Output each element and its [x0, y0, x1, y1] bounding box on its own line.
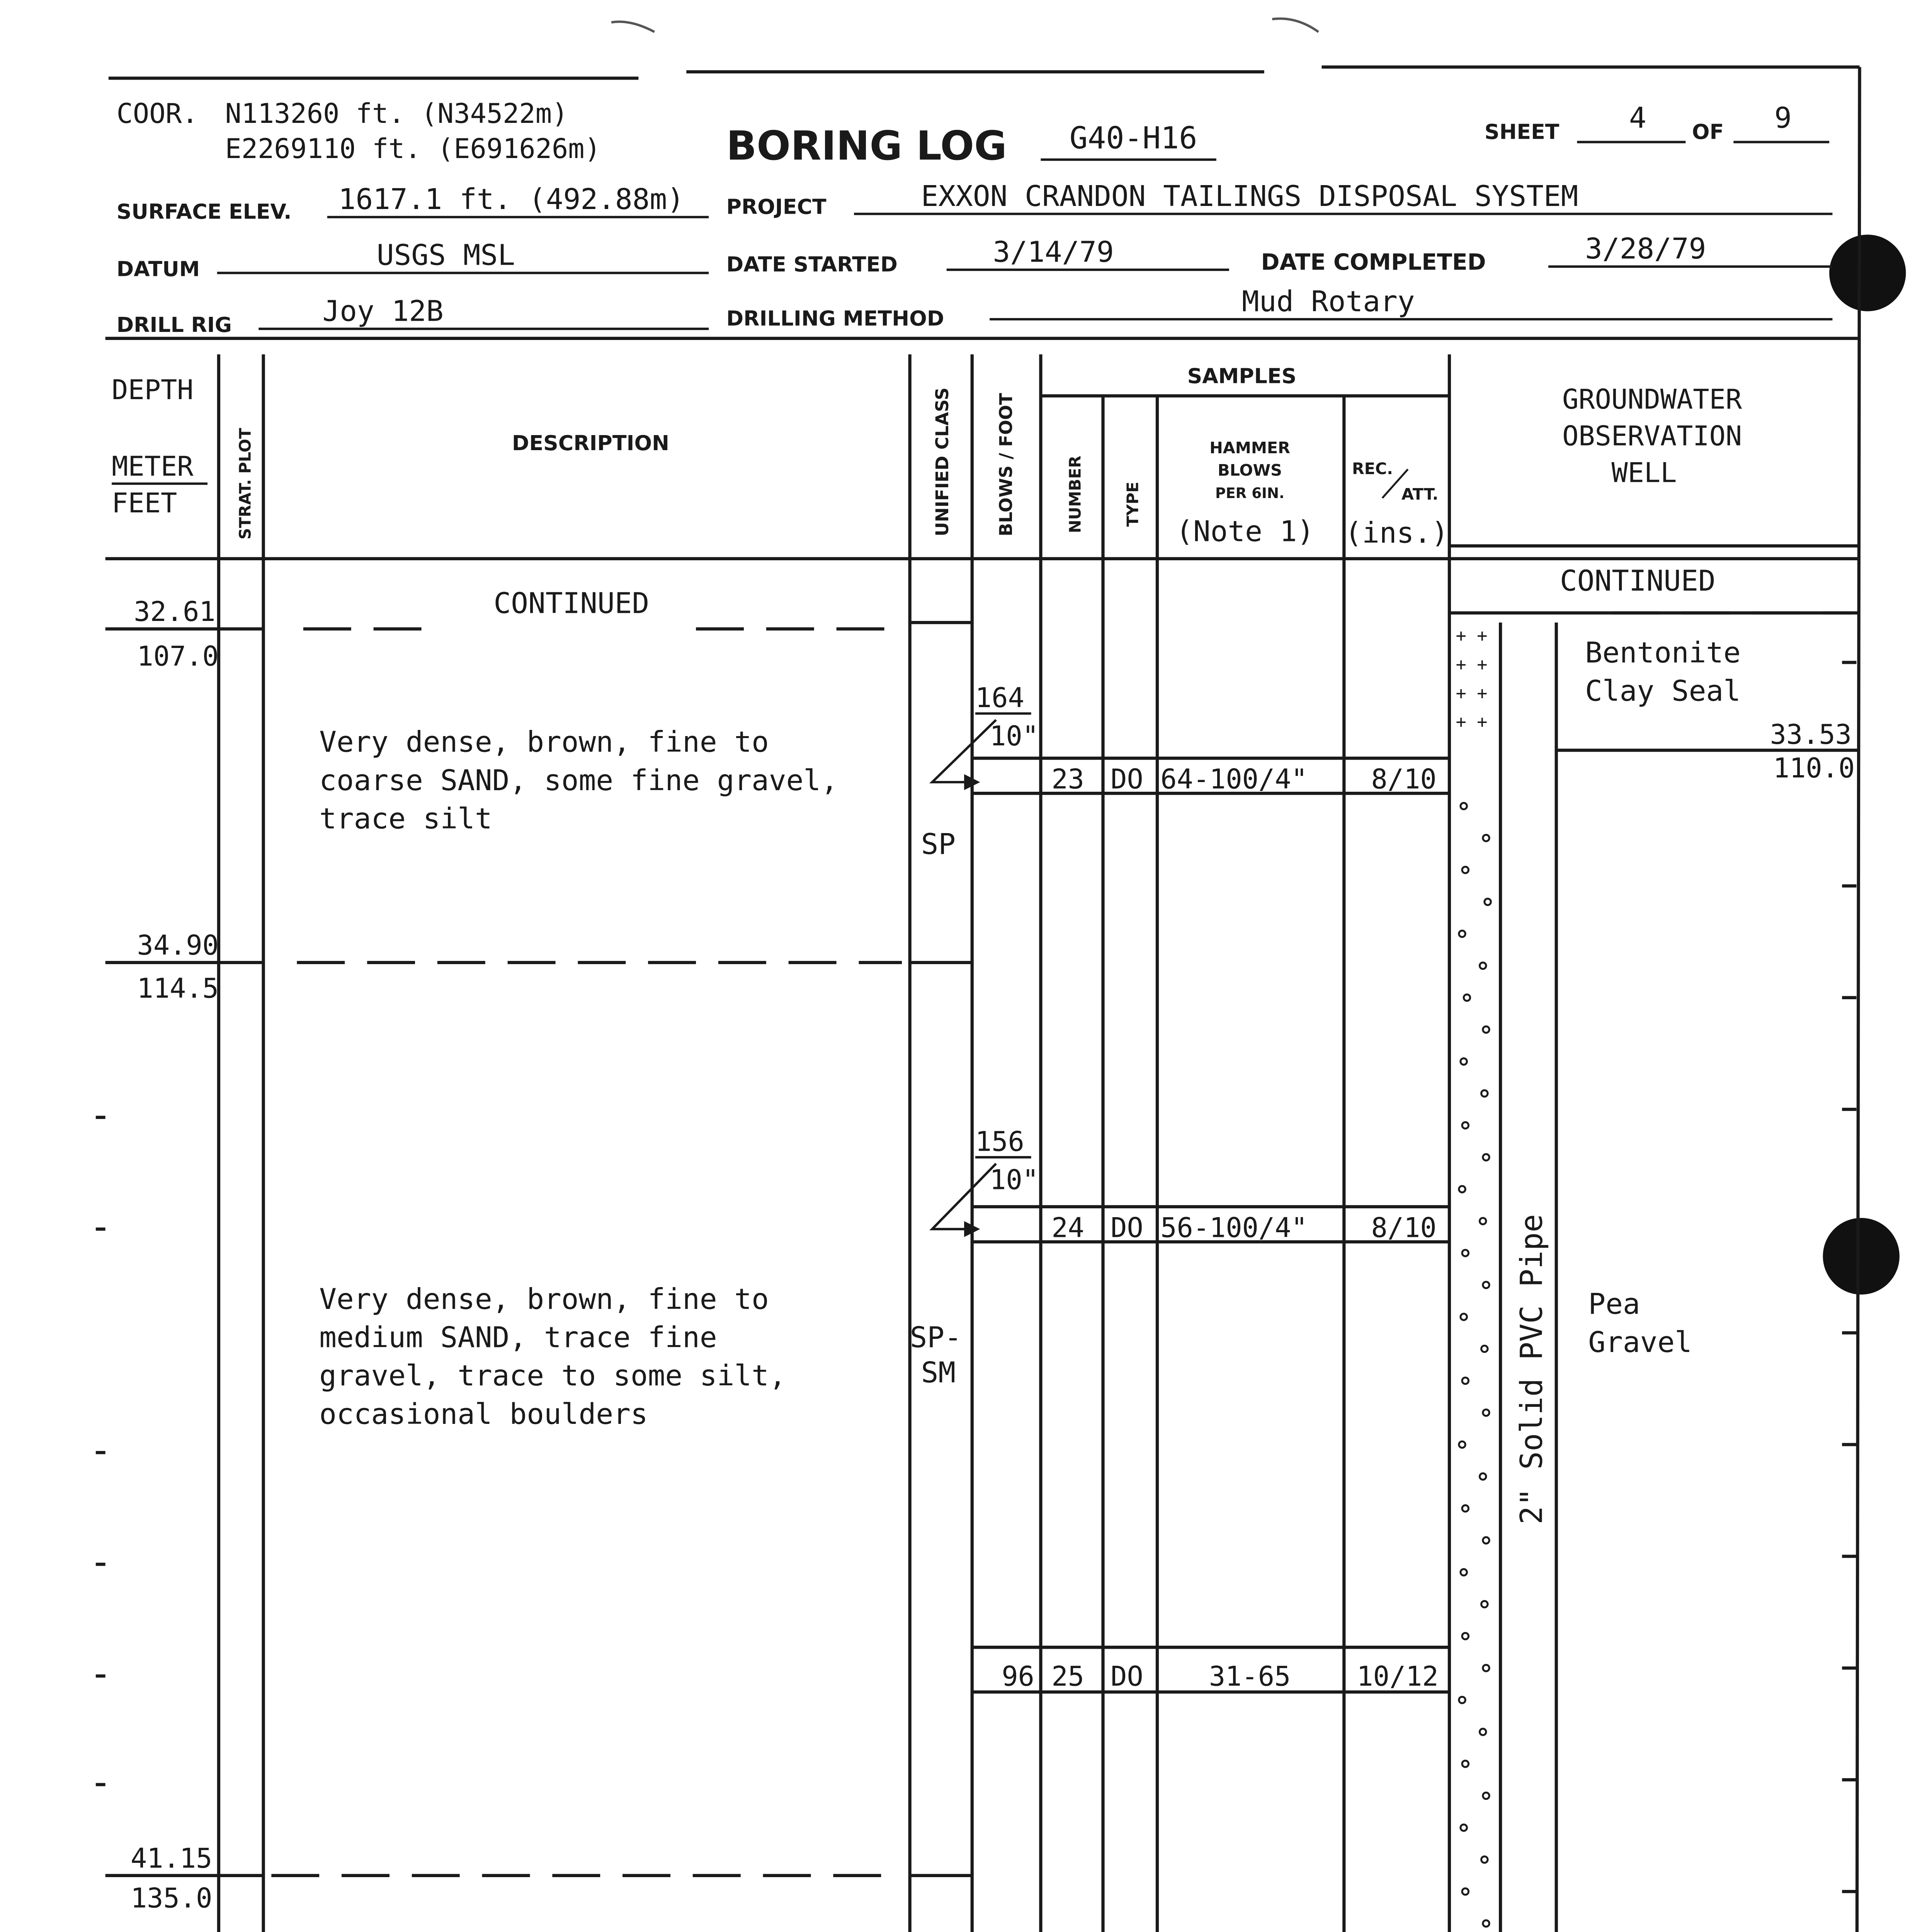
boring-id: G40-H16: [1069, 120, 1197, 156]
sheet-total: 9: [1774, 101, 1792, 135]
dashed-boundaries: [271, 613, 1852, 1932]
hammer-header-2: BLOWS: [1218, 461, 1282, 480]
rec-header: REC.: [1352, 459, 1393, 478]
blows-foot-header: BLOWS / FOOT: [996, 393, 1017, 537]
hammer-header-1: HAMMER: [1209, 439, 1290, 457]
date-started-label: DATE STARTED: [726, 252, 898, 277]
svg-text:+ +: + +: [1456, 683, 1488, 704]
depth-labels: [131, 596, 219, 1932]
pea-gravel-pattern: [1459, 803, 1491, 1932]
unified-class-header: UNIFIED CLASS: [932, 387, 952, 537]
bentonite-pattern: [1456, 626, 1487, 732]
layer2-class-2: SM: [921, 1355, 956, 1389]
descriptions: [319, 586, 962, 1932]
sample1-number: 23: [1051, 763, 1084, 795]
seal-depth-ft: 110.0: [1773, 752, 1855, 784]
drill-rig-label: DRILL RIG: [116, 313, 232, 337]
depth-m-1: 32.61: [134, 595, 216, 628]
title: BORING LOG: [726, 123, 1007, 170]
well-continued-top: CONTINUED: [1560, 564, 1716, 598]
drill-rig: Joy 12B: [322, 294, 444, 328]
feet-header: FEET: [112, 487, 177, 519]
sample2-number: 24: [1051, 1212, 1084, 1244]
pea-gravel-label-2: Gravel: [1588, 1325, 1692, 1359]
sample2-blows-top: 156: [975, 1126, 1024, 1158]
date-completed-label: DATE COMPLETED: [1261, 249, 1486, 276]
of-label: OF: [1692, 119, 1724, 144]
samples-header: SAMPLES: [1187, 364, 1297, 388]
svg-text:+ +: + +: [1456, 711, 1488, 732]
seal-depth-m: 33.53: [1770, 719, 1852, 751]
layer1-line-1: Very dense, brown, fine to: [319, 725, 769, 759]
layer2-line-3: gravel, trace to some silt,: [319, 1359, 786, 1393]
att-header: ATT.: [1401, 485, 1439, 504]
gw-header-1: GROUNDWATER: [1562, 383, 1742, 415]
type-header: TYPE: [1123, 481, 1142, 527]
hammer-header-3: PER 6IN.: [1215, 484, 1285, 502]
pvc-pipe-label: 2" Solid PVC Pipe: [1514, 1214, 1549, 1525]
gw-header-2: OBSERVATION: [1562, 420, 1742, 452]
form-frame: [93, 67, 1860, 1932]
sample2-rec: 8/10: [1371, 1212, 1437, 1244]
depth-ft-2: 114.5: [137, 972, 219, 1004]
layer2-line-1: Very dense, brown, fine to: [319, 1282, 769, 1316]
datum-label: DATUM: [116, 257, 200, 281]
surface-elev: 1617.1 ft. (492.88m): [338, 182, 684, 216]
bentonite-label-2: Clay Seal: [1585, 674, 1741, 708]
sheet-number: 4: [1629, 101, 1646, 135]
coor-e: E2269110 ft. (E691626m): [225, 133, 601, 165]
sample1-rec: 8/10: [1371, 763, 1437, 795]
svg-text:+ +: + +: [1456, 654, 1488, 675]
hammer-note: (Note 1): [1176, 514, 1315, 548]
strat-plot-header: STRAT. PLOT: [236, 428, 255, 540]
observation-well: [1456, 564, 1856, 1932]
number-header: NUMBER: [1066, 456, 1085, 533]
header: [117, 98, 1833, 337]
svg-text:+ +: + +: [1456, 625, 1488, 646]
binder-hole-middle: [1823, 1218, 1900, 1294]
sample3-blows: 96: [1002, 1660, 1034, 1692]
ins-header: (ins.): [1345, 516, 1449, 550]
binder-hole-top: [1829, 235, 1906, 311]
project: EXXON CRANDON TAILINGS DISPOSAL SYSTEM: [921, 179, 1578, 213]
sample3-number: 25: [1051, 1660, 1084, 1692]
sample1-type: DO: [1111, 763, 1143, 795]
date-completed: 3/28/79: [1585, 232, 1706, 266]
surface-elev-label: SURFACE ELEV.: [116, 199, 292, 224]
sample2-type: DO: [1111, 1212, 1143, 1244]
layer1-line-3: trace silt: [319, 801, 492, 835]
sample1-hammer: 64-100/4": [1160, 763, 1308, 795]
description-header: DESCRIPTION: [512, 430, 670, 455]
coor-n: N113260 ft. (N34522m): [225, 98, 568, 130]
sample2-hammer: 56-100/4": [1160, 1212, 1308, 1244]
meter-header: METER: [112, 451, 194, 483]
sample1-blows-top: 164: [975, 682, 1024, 714]
samples: [932, 682, 1439, 1692]
column-headers: [112, 364, 1742, 549]
depth-m-2: 34.90: [137, 929, 219, 961]
sample3-type: DO: [1111, 1660, 1143, 1692]
layer1-line-2: coarse SAND, some fine gravel,: [319, 763, 838, 797]
depth-ft-3: 135.0: [131, 1882, 213, 1914]
layer2-class-1: SP-: [910, 1320, 962, 1354]
sample1-blows-bottom: 10": [990, 720, 1039, 752]
layer2-line-2: medium SAND, trace fine: [319, 1320, 717, 1354]
drilling-method-label: DRILLING METHOD: [726, 306, 944, 331]
pea-gravel-label-1: Pea: [1588, 1287, 1640, 1321]
layer2-line-4: occasional boulders: [319, 1397, 648, 1431]
date-started: 3/14/79: [993, 235, 1114, 269]
continued-top: CONTINUED: [493, 586, 650, 620]
sheet-label: SHEET: [1484, 119, 1560, 144]
coor-label: COOR.: [116, 98, 198, 130]
layer1-class: SP: [921, 827, 956, 861]
sample3-rec: 10/12: [1357, 1660, 1439, 1692]
project-label: PROJECT: [726, 194, 827, 219]
gw-header-3: WELL: [1611, 457, 1677, 489]
datum: USGS MSL: [376, 238, 515, 272]
drilling-method: Mud Rotary: [1242, 284, 1415, 318]
sample3-hammer: 31-65: [1209, 1660, 1291, 1692]
depth-header: DEPTH: [112, 374, 194, 406]
depth-ft-1: 107.0: [137, 640, 219, 672]
sample2-blows-bottom: 10": [990, 1164, 1039, 1196]
bentonite-label-1: Bentonite: [1585, 636, 1741, 670]
punch-mark: [611, 19, 1318, 32]
depth-m-3: 41.15: [131, 1842, 213, 1874]
